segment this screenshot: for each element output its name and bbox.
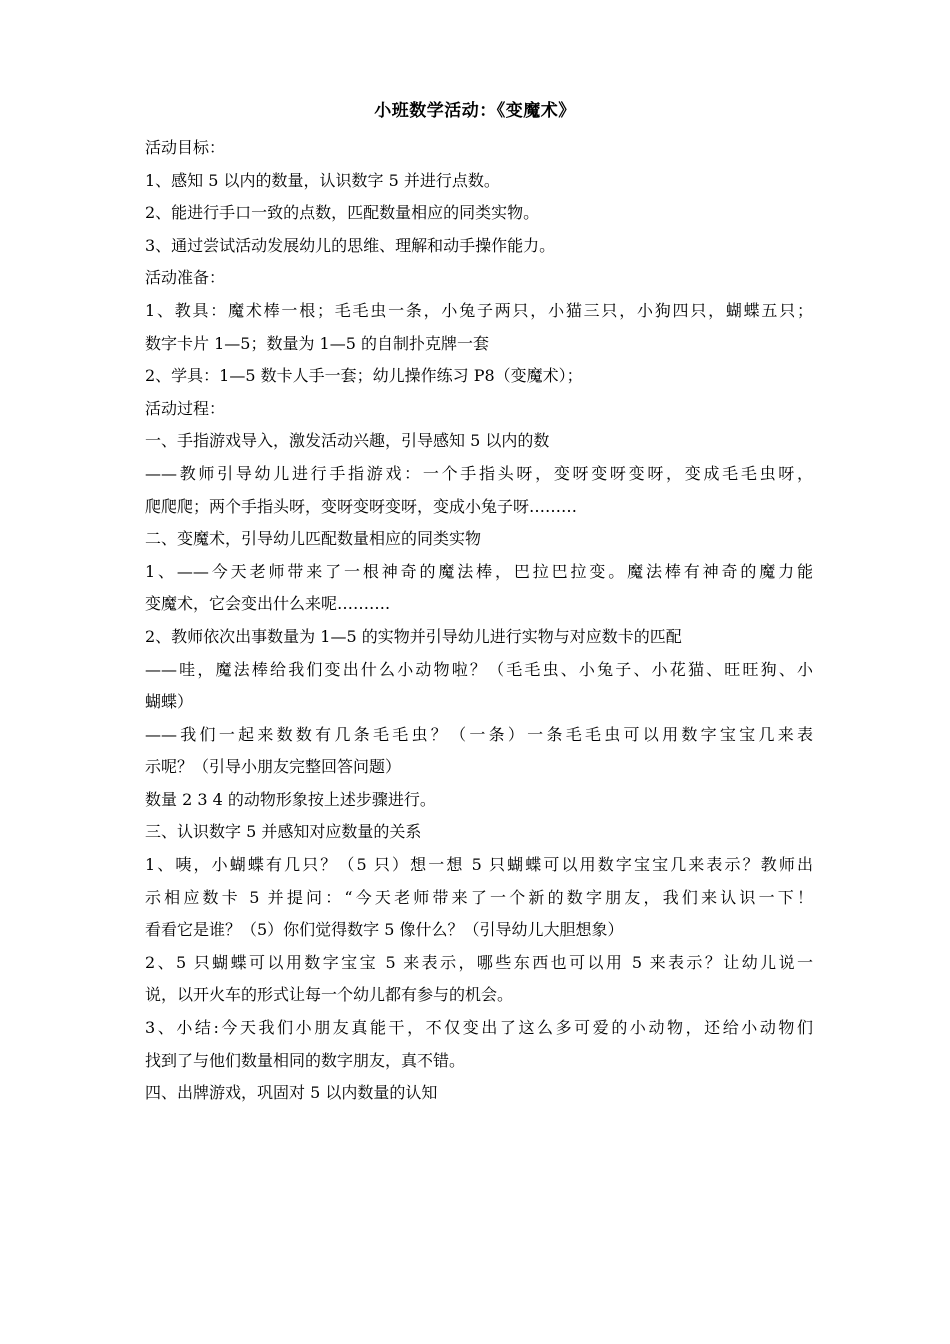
paragraph-line: 找到了与他们数量相同的数字朋友，真不错。 — [145, 1050, 466, 1070]
paragraph-line: ——哇，魔法棒给我们变出什么小动物啦？（毛毛虫、小兔子、小花猫、旺旺狗、小 — [145, 659, 813, 679]
goal-item-2: 2、能进行手口一致的点数，匹配数量相应的同类实物。 — [145, 203, 540, 223]
section-heading-preparation: 活动准备： — [145, 268, 226, 288]
document-title: 小班数学活动：《变魔术》 — [374, 101, 576, 121]
paragraph-line: 2、教师依次出事数量为 1—5 的实物并引导幼儿进行实物与对应数卡的匹配 — [145, 626, 682, 646]
paragraph-line: 说，以开火车的形式让每一个幼儿都有参与的机会。 — [145, 985, 514, 1005]
preparation-item-2: 2、学具：1—5 数卡人手一套；幼儿操作练习 P8（变魔术）； — [145, 366, 583, 386]
section-heading-process: 活动过程： — [145, 398, 226, 418]
paragraph-line: ——教师引导幼儿进行手指游戏：一个手指头呀，变呀变呀变呀，变成毛毛虫呀， — [145, 463, 813, 483]
process-step-3-heading: 三、认识数字 5 并感知对应数量的关系 — [145, 822, 422, 842]
paragraph-line: 看看它是谁？（5）你们觉得数字 5 像什么？（引导幼儿大胆想象） — [145, 920, 624, 940]
paragraph-line: 1、——今天老师带来了一根神奇的魔法棒，巴拉巴拉变。魔法棒有神奇的魔力能 — [145, 561, 813, 581]
paragraph-line: 1、咦，小蝴蝶有几只？（5 只）想一想 5 只蝴蝶可以用数字宝宝几来表示？教师出 — [145, 855, 813, 875]
preparation-item-1-cont: 数字卡片 1—5；数量为 1—5 的自制扑克牌一套 — [145, 333, 489, 353]
paragraph-line: 蝴蝶） — [145, 692, 194, 712]
paragraph-line: ——我们一起来数数有几条毛毛虫？（一条）一条毛毛虫可以用数字宝宝几来表 — [145, 724, 813, 744]
preparation-item-1: 1、教具：魔术棒一根；毛毛虫一条，小兔子两只，小猫三只，小狗四只，蝴蝶五只； — [145, 300, 813, 320]
paragraph-line: 数量 2 3 4 的动物形象按上述步骤进行。 — [145, 789, 436, 809]
process-step-2-heading: 二、变魔术，引导幼儿匹配数量相应的同类实物 — [145, 529, 482, 549]
paragraph-line: 3、小结:今天我们小朋友真能干，不仅变出了这么多可爱的小动物，还给小动物们 — [145, 1018, 813, 1038]
process-step-1-heading: 一、手指游戏导入，激发活动兴趣，引导感知 5 以内的数 — [145, 431, 550, 451]
goal-item-1: 1、感知 5 以内的数量，认识数字 5 并进行点数。 — [145, 170, 500, 190]
process-step-4-heading: 四、出牌游戏，巩固对 5 以内数量的认知 — [145, 1083, 438, 1103]
paragraph-line: 爬爬爬；两个手指头呀，变呀变呀变呀，变成小兔子呀……… — [145, 496, 578, 516]
goal-item-3: 3、通过尝试活动发展幼儿的思维、理解和动手操作能力。 — [145, 235, 556, 255]
paragraph-line: 示相应数卡 5 并提问：“今天老师带来了一个新的数字朋友，我们来认识一下！ — [145, 887, 813, 907]
document-body — [145, 132, 813, 1110]
section-heading-goals: 活动目标： — [145, 138, 226, 157]
paragraph-line: 示呢？（引导小朋友完整回答问题） — [145, 757, 402, 777]
paragraph-line: 2、5 只蝴蝶可以用数字宝宝 5 来表示，哪些东西也可以用 5 来表示？让幼儿说一 — [145, 952, 813, 972]
paragraph-line: 变魔术，它会变出什么来呢………. — [145, 594, 391, 614]
